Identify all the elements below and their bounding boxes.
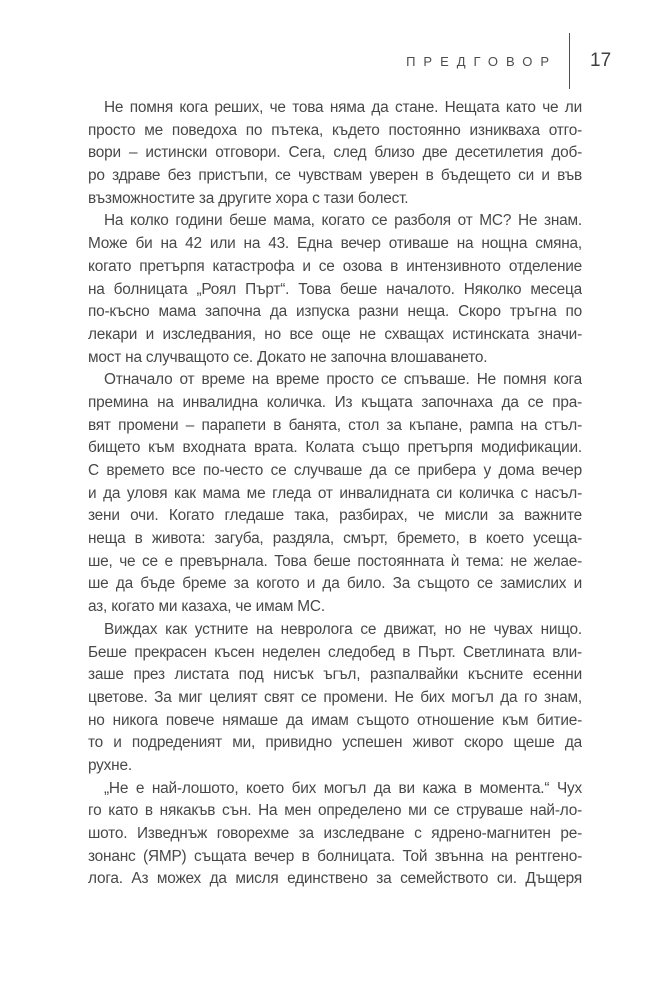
text-line: аз, когато ми казаха, че имам МС. — [88, 598, 325, 616]
text-line: Отначало от време на време просто се спъваше. Не помня кога — [104, 371, 582, 389]
text-line: и да уловя как мама ме гледа от инвалидната си количка с насъл- — [88, 484, 582, 502]
text-line: „Не е най-лошото, което бих могъл да ви кажа в момента.“ Чух — [104, 779, 582, 797]
text-line: цветове. За миг целият свят се промени. Не бих могъл да го знам, — [88, 688, 582, 706]
text-line: вори – истински отговори. Сега, след близо две десетилетия доб- — [88, 144, 582, 162]
text-line: Не помня кога реших, че това няма да стане. Нещата като че ли — [104, 99, 582, 116]
paragraph — [88, 210, 582, 369]
chapter-title: ПРЕДГОВОР — [406, 53, 557, 69]
paragraph — [88, 619, 582, 778]
text-line: лекари и изследвания, но все още не схващах истинската значи- — [88, 325, 582, 343]
text-line: бището към входната врата. Колата също претърпя модификации. — [88, 439, 582, 457]
page-number: 17 — [590, 50, 612, 71]
text-line: ше да бъде бреме за когото и да било. За същото се замислих и — [88, 575, 582, 593]
text-line: просто ме поведоха по пътека, където постоянно изникваха отго- — [88, 121, 582, 139]
text-line: зонанс (ЯМР) същата вечер в болницата. Той звънна на рентгено- — [88, 847, 582, 865]
running-head — [406, 33, 612, 89]
text-line: го като в някакъв сън. На мен определено ми се струваше най-ло- — [88, 802, 582, 820]
text-line: по-късно мама започна да изпуска разни неща. Скоро тръгна по — [88, 303, 582, 321]
text-line: заше през листата под нисък ъгъл, разпалвайки късните есенни — [88, 666, 582, 684]
text-line: то и подреденият ми, привидно успешен живот скоро щеше да — [88, 734, 582, 752]
text-body — [88, 97, 582, 891]
text-line: зени очи. Когато гледаше така, разбирах, че мисли за важните — [88, 507, 582, 525]
text-line: на болницата „Роял Пърт“. Това беше началото. Няколко месеца — [88, 280, 582, 298]
text-line: мост на случващото се. Докато не започна влошаването. — [88, 348, 488, 366]
text-line: когато претърпя катастрофа и се озова в интензивното отделение — [88, 257, 582, 275]
text-line: премина на инвалидна количка. Из къщата започнаха да се пра- — [88, 393, 582, 411]
text-line: възможностите за другите хора с тази болест. — [88, 189, 409, 207]
text-line: вят промени – парапети в банята, стол за къпане, рампа на стъл- — [88, 416, 582, 434]
paragraph — [88, 97, 582, 210]
text-line: но никога повече нямаше да имам същото отношение към битие- — [88, 711, 582, 729]
header-divider — [569, 33, 570, 89]
text-line: На колко години беше мама, когато се разболя от МС? Не знам. — [104, 212, 582, 230]
text-line: Беше прекрасен късен неделен следобед в Пърт. Светлината вли- — [88, 643, 582, 661]
text-line: Може би на 42 или на 43. Една вечер отиваше на нощна смяна, — [88, 235, 582, 253]
text-line: неща в живота: загуба, раздяла, смърт, бремето, в което усеща- — [88, 530, 582, 548]
paragraph — [88, 778, 582, 891]
text-line: Виждах как устните на невролога се движат, но не чувах нищо. — [104, 620, 582, 638]
text-line: рухне. — [88, 756, 132, 774]
text-line: шото. Изведнъж говорехме за изследване с ядрено-магнитен ре- — [88, 825, 582, 842]
text-line: С времето все по-често се случваше да се прибера у дома вечер — [88, 462, 582, 479]
text-line: лога. Аз можех да мисля единствено за семейството си. Дъщеря — [88, 870, 582, 888]
text-line: ше, че се е превърнала. Това беше постоянната ѝ тема: не желае- — [88, 552, 582, 570]
paragraph — [88, 369, 582, 619]
text-line: ро здраве без пристъпи, се чувствам уверен в бъдещето си и във — [88, 167, 582, 185]
